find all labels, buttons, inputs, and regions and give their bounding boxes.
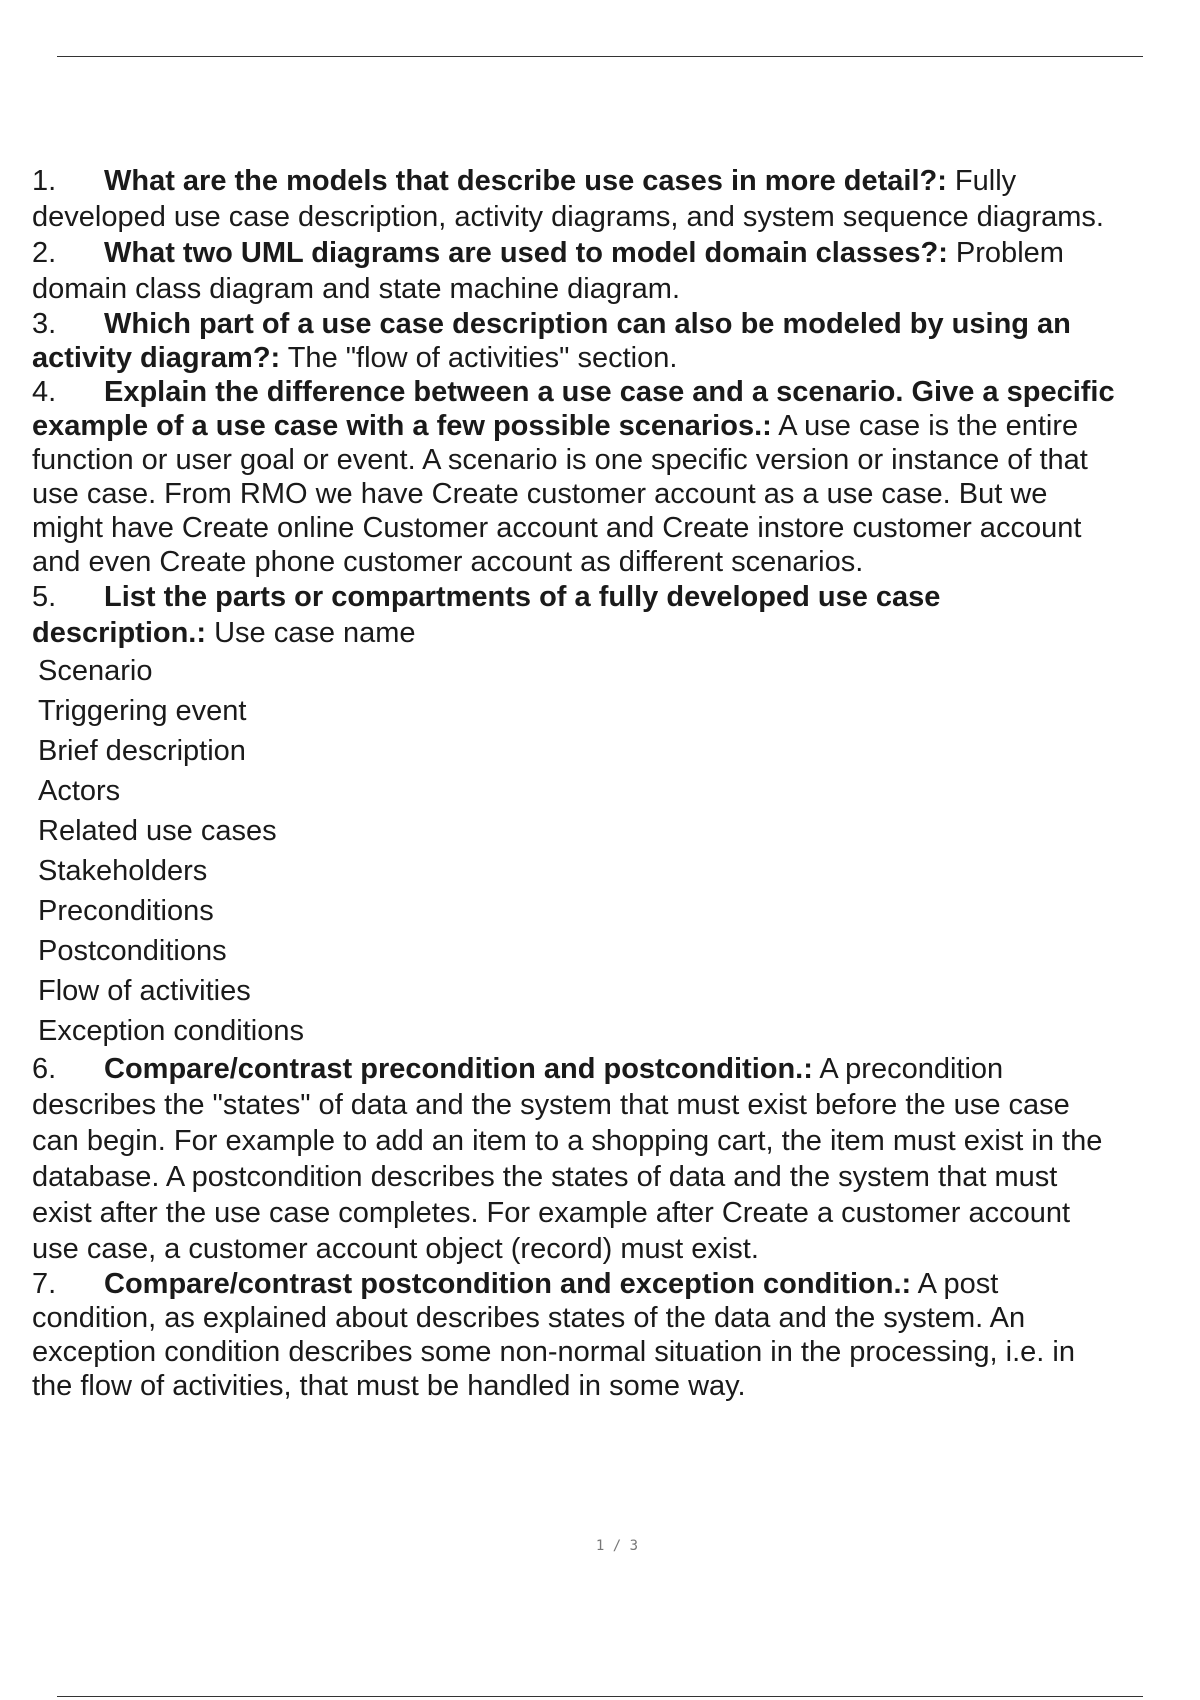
list-item: Postconditions bbox=[38, 935, 227, 967]
list-item: Exception conditions bbox=[38, 1015, 304, 1047]
question-text: example of a use case with a few possible scenarios.: bbox=[32, 410, 772, 442]
footer-rule bbox=[57, 1696, 1143, 1697]
answer-text: A precondition bbox=[812, 1053, 1004, 1085]
answer-text: database. A postcondition describes the states of data and the system that must bbox=[32, 1161, 1058, 1193]
answer-text: A use case is the entire bbox=[771, 410, 1079, 442]
answer-text: can begin. For example to add an item to a shopping cart, the item must exist in the bbox=[32, 1125, 1103, 1157]
qa-item-3 bbox=[32, 307, 1200, 375]
list-item: Related use cases bbox=[38, 815, 277, 847]
item-number: 6. bbox=[32, 1053, 57, 1085]
answer-text: use case, a customer account object (record) must exist. bbox=[32, 1233, 759, 1265]
question-text: Explain the difference between a use case and a scenario. Give a specific bbox=[104, 376, 1115, 408]
use-case-parts-list bbox=[38, 651, 1200, 1051]
answer-text: might have Create online Customer account and Create instore customer account bbox=[32, 512, 1082, 544]
question-text: List the parts or compartments of a fully developed use case bbox=[104, 581, 941, 613]
answer-text: condition, as explained about describes states of the data and the system. An bbox=[32, 1302, 1026, 1334]
list-item: Actors bbox=[38, 775, 121, 807]
answer-text: A post bbox=[911, 1268, 999, 1300]
question-text: activity diagram?: bbox=[32, 342, 281, 374]
question-text: What are the models that describe use cases in more detail?: bbox=[104, 165, 947, 197]
answer-text: The "flow of activities" section. bbox=[280, 342, 678, 374]
answer-text: describes the "states" of data and the system that must exist before the use case bbox=[32, 1089, 1070, 1121]
question-text: What two UML diagrams are used to model domain classes?: bbox=[104, 237, 948, 269]
answer-text: and even Create phone customer account as different scenarios. bbox=[32, 546, 864, 578]
answer-text: use case. From RMO we have Create customer account as a use case. But we bbox=[32, 478, 1048, 510]
qa-item-4 bbox=[32, 375, 1200, 579]
answer-text: domain class diagram and state machine diagram. bbox=[32, 273, 680, 305]
list-item: Scenario bbox=[38, 655, 153, 687]
page-indicator: 1 / 3 bbox=[595, 1538, 639, 1554]
question-text: Compare/contrast postcondition and exception condition.: bbox=[104, 1268, 912, 1300]
item-number: 4. bbox=[32, 376, 57, 408]
item-number: 1. bbox=[32, 165, 57, 197]
answer-text: exception condition describes some non-normal situation in the processing, i.e. in bbox=[32, 1336, 1075, 1368]
qa-item-5 bbox=[32, 579, 1200, 1051]
document-body bbox=[32, 163, 1200, 1403]
qa-item-1 bbox=[32, 163, 1200, 235]
qa-item-7 bbox=[32, 1267, 1200, 1403]
answer-text: developed use case description, activity diagrams, and system sequence diagrams. bbox=[32, 201, 1104, 233]
list-item: Flow of activities bbox=[38, 975, 251, 1007]
qa-item-6 bbox=[32, 1051, 1200, 1267]
qa-item-2 bbox=[32, 235, 1200, 307]
answer-text: Problem bbox=[947, 237, 1064, 269]
question-text: description.: bbox=[32, 617, 207, 649]
item-number: 3. bbox=[32, 308, 57, 340]
list-item: Preconditions bbox=[38, 895, 214, 927]
header-rule bbox=[57, 56, 1143, 57]
answer-text: Use case name bbox=[206, 617, 416, 649]
item-number: 2. bbox=[32, 237, 57, 269]
list-item: Stakeholders bbox=[38, 855, 208, 887]
item-number: 5. bbox=[32, 581, 57, 613]
answer-text: the flow of activities, that must be handled in some way. bbox=[32, 1370, 746, 1402]
answer-text: Fully bbox=[946, 165, 1017, 197]
list-item: Brief description bbox=[38, 735, 246, 767]
answer-text: exist after the use case completes. For example after Create a customer account bbox=[32, 1197, 1071, 1229]
question-text: Compare/contrast precondition and postcondition.: bbox=[104, 1053, 813, 1085]
question-text: Which part of a use case description can also be modeled by using an bbox=[104, 308, 1071, 340]
item-number: 7. bbox=[32, 1268, 57, 1300]
list-item: Triggering event bbox=[38, 695, 247, 727]
answer-text: function or user goal or event. A scenario is one specific version or instance of that bbox=[32, 444, 1088, 476]
